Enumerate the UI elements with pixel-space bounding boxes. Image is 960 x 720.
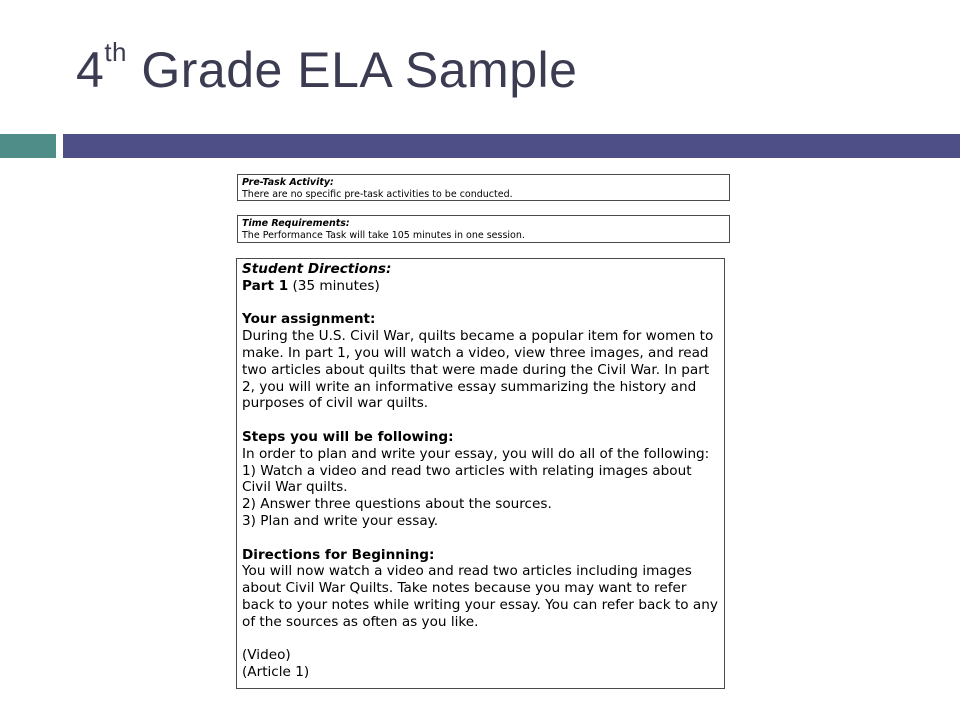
slide-title	[76, 37, 578, 100]
time-requirements-text: The Performance Task will take 105 minutes in one session.	[242, 229, 525, 241]
step-item: 3) Plan and write your essay.	[242, 512, 439, 529]
part-time: (35 minutes)	[288, 277, 380, 294]
title-text: Grade ELA Sample	[127, 42, 578, 98]
step-item: 1) Watch a video and read two articles with relating images about Civil War quilts.	[242, 462, 692, 496]
time-requirements-box	[237, 215, 730, 243]
title-number: 4	[76, 42, 105, 98]
pre-task-heading: Pre-Task Activity:	[242, 177, 334, 188]
student-directions-heading: Student Directions:	[242, 261, 392, 277]
title-superscript: th	[104, 37, 127, 68]
beginning-heading: Directions for Beginning:	[242, 546, 435, 563]
media-item-video: (Video)	[242, 647, 291, 664]
steps-intro: In order to plan and write your essay, you will do all of the following:	[242, 445, 710, 462]
step-item: 2) Answer three questions about the sources.	[242, 496, 552, 513]
assignment-heading: Your assignment:	[242, 311, 376, 328]
part-label: Part 1	[242, 277, 289, 294]
accent-bar-indigo	[63, 134, 960, 158]
accent-bar-teal	[0, 134, 56, 158]
time-requirements-heading: Time Requirements:	[242, 218, 350, 229]
steps-heading: Steps you will be following:	[242, 428, 454, 445]
student-directions-box	[236, 258, 725, 689]
pre-task-box	[237, 174, 730, 201]
assignment-text: During the U.S. Civil War, quilts became a popular item for women to make. In part 1, you will watch a video, view three images, and read two articles about quilts that were made during the Civil War. In part 2, you will write an informative essay summarizing the history and purposes of civil war quilts.	[242, 328, 714, 412]
beginning-text: You will now watch a video and read two articles including images about Civil War Quilts. Take notes because you may want to refer back to your notes while writing your essay. You can refer back to any of the sources as often as you like.	[242, 563, 718, 630]
pre-task-text: There are no specific pre-task activities to be conducted.	[242, 188, 513, 200]
media-item-article: (Article 1)	[242, 664, 310, 681]
part-line	[242, 278, 719, 295]
